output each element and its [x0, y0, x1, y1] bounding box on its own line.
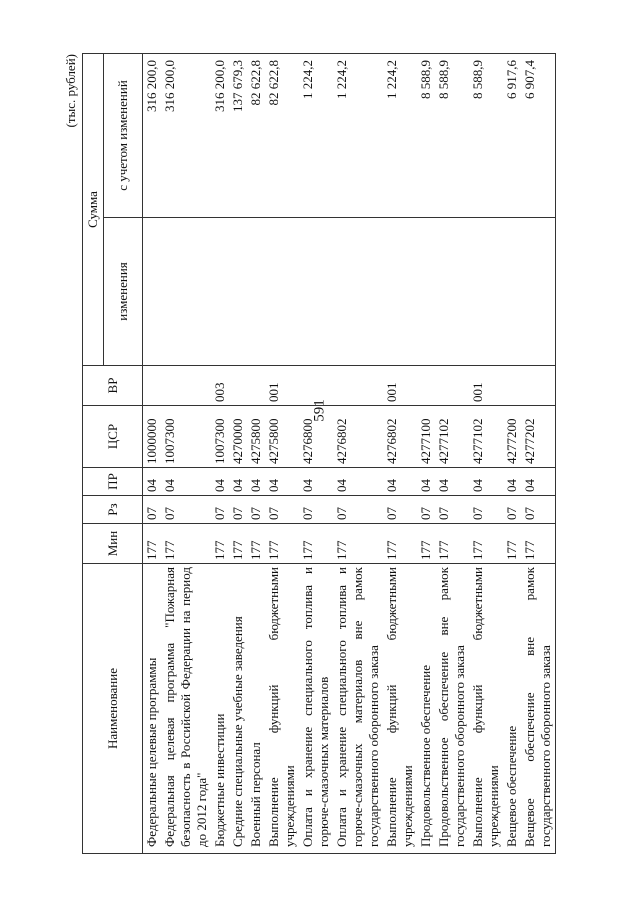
- row-min: 177: [503, 524, 521, 564]
- row-csr: 4277202: [521, 406, 556, 468]
- row-name: Федеральные целевые программы: [143, 564, 162, 854]
- row-name: Оплата и хранение специального топлива и горюче-смазочных материалов вне рамок государственного оборонного заказа: [333, 564, 383, 854]
- table-row: [383, 54, 417, 854]
- row-csr: 4277200: [503, 406, 521, 468]
- row-min: 177: [333, 524, 383, 564]
- row-pr: 04: [211, 468, 229, 496]
- row-pr: 04: [503, 468, 521, 496]
- row-min: 177: [161, 524, 211, 564]
- row-rz: 07: [383, 496, 417, 524]
- row-pr: 04: [299, 468, 333, 496]
- row-total: 82 622,8: [265, 54, 299, 218]
- row-vr: 001: [265, 366, 299, 406]
- table-body: [143, 54, 556, 854]
- row-vr: [229, 366, 247, 406]
- row-pr: 04: [265, 468, 299, 496]
- row-vr: 001: [383, 366, 417, 406]
- table-row: [299, 54, 333, 854]
- header-changes: изменения: [104, 218, 143, 366]
- row-changes: [435, 218, 469, 366]
- row-csr: 4276802: [383, 406, 417, 468]
- row-pr: 04: [143, 468, 162, 496]
- row-total: 1 224,2: [383, 54, 417, 218]
- row-total: 137 679,3: [229, 54, 247, 218]
- table-row: [435, 54, 469, 854]
- row-pr: 04: [469, 468, 503, 496]
- row-changes: [333, 218, 383, 366]
- row-csr: 1007300: [211, 406, 229, 468]
- row-rz: 07: [503, 496, 521, 524]
- header-min: Мин: [83, 524, 143, 564]
- row-name: Выполнение функций бюджетными учреждениями: [469, 564, 503, 854]
- row-pr: 04: [383, 468, 417, 496]
- row-name: Вещевое обеспечение: [503, 564, 521, 854]
- row-pr: 04: [435, 468, 469, 496]
- table-row: [333, 54, 383, 854]
- row-rz: 07: [417, 496, 435, 524]
- row-rz: 07: [229, 496, 247, 524]
- row-csr: 4276800: [299, 406, 333, 468]
- row-min: 177: [299, 524, 333, 564]
- row-rz: 07: [161, 496, 211, 524]
- table-row: [211, 54, 229, 854]
- row-min: 177: [383, 524, 417, 564]
- row-total: 82 622,8: [247, 54, 265, 218]
- table-row: [143, 54, 162, 854]
- row-rz: 07: [211, 496, 229, 524]
- row-vr: [417, 366, 435, 406]
- header-csr: ЦСР: [83, 406, 143, 468]
- row-rz: 07: [143, 496, 162, 524]
- row-min: 177: [211, 524, 229, 564]
- header-pr: ПР: [83, 468, 143, 496]
- row-name: Бюджетные инвестиции: [211, 564, 229, 854]
- row-vr: 001: [469, 366, 503, 406]
- row-changes: [417, 218, 435, 366]
- row-vr: [299, 366, 333, 406]
- row-pr: 04: [521, 468, 556, 496]
- row-pr: 04: [229, 468, 247, 496]
- page-number: 591: [311, 399, 328, 422]
- header-rz: Рз: [83, 496, 143, 524]
- row-changes: [143, 218, 162, 366]
- budget-table: [82, 53, 556, 854]
- row-csr: 4275800: [265, 406, 299, 468]
- row-min: 177: [265, 524, 299, 564]
- row-changes: [503, 218, 521, 366]
- table-row: [265, 54, 299, 854]
- row-rz: 07: [435, 496, 469, 524]
- row-min: 177: [435, 524, 469, 564]
- row-rz: 07: [299, 496, 333, 524]
- row-min: 177: [469, 524, 503, 564]
- row-csr: 4277100: [417, 406, 435, 468]
- row-total: 6 917,6: [503, 54, 521, 218]
- row-total: 316 200,0: [143, 54, 162, 218]
- row-changes: [247, 218, 265, 366]
- row-changes: [469, 218, 503, 366]
- row-total: 316 200,0: [161, 54, 211, 218]
- table-row: [161, 54, 211, 854]
- row-rz: 07: [469, 496, 503, 524]
- row-changes: [521, 218, 556, 366]
- row-vr: [247, 366, 265, 406]
- row-changes: [211, 218, 229, 366]
- table-row: [247, 54, 265, 854]
- row-vr: [503, 366, 521, 406]
- row-rz: 07: [333, 496, 383, 524]
- row-changes: [299, 218, 333, 366]
- table-row: [229, 54, 247, 854]
- row-vr: [143, 366, 162, 406]
- row-pr: 04: [161, 468, 211, 496]
- row-csr: 4275800: [247, 406, 265, 468]
- row-name: Выполнение функций бюджетными учреждениями: [383, 564, 417, 854]
- table-header: [83, 54, 143, 854]
- row-name: Продовольственное обеспечение вне рамок государственного оборонного заказа: [435, 564, 469, 854]
- row-vr: [521, 366, 556, 406]
- document-page: [62, 54, 582, 854]
- row-total: 6 907,4: [521, 54, 556, 218]
- row-pr: 04: [333, 468, 383, 496]
- row-name: Продовольственное обеспечение: [417, 564, 435, 854]
- row-pr: 04: [417, 468, 435, 496]
- row-rz: 07: [247, 496, 265, 524]
- table-row: [417, 54, 435, 854]
- row-min: 177: [417, 524, 435, 564]
- table-row: [469, 54, 503, 854]
- row-changes: [161, 218, 211, 366]
- row-csr: 1007300: [161, 406, 211, 468]
- header-name: Наименование: [83, 564, 143, 854]
- table-row: [503, 54, 521, 854]
- header-total: с учетом изменений: [104, 54, 143, 218]
- header-sum: Сумма: [83, 54, 104, 366]
- row-name: Оплата и хранение специального топлива и горюче-смазочных материалов: [299, 564, 333, 854]
- row-min: 177: [229, 524, 247, 564]
- row-changes: [383, 218, 417, 366]
- row-vr: [161, 366, 211, 406]
- row-total: 1 224,2: [299, 54, 333, 218]
- row-csr: 4277102: [435, 406, 469, 468]
- row-csr: 4270000: [229, 406, 247, 468]
- row-min: 177: [143, 524, 162, 564]
- row-name: Вещевое обеспечение вне рамок государственного оборонного заказа: [521, 564, 556, 854]
- row-rz: 07: [265, 496, 299, 524]
- row-total: 1 224,2: [333, 54, 383, 218]
- row-name: Средние специальные учебные заведения: [229, 564, 247, 854]
- row-vr: [435, 366, 469, 406]
- row-name: Выполнение функций бюджетными учреждениями: [265, 564, 299, 854]
- header-vr: ВР: [83, 366, 143, 406]
- row-vr: [333, 366, 383, 406]
- row-total: 8 588,9: [435, 54, 469, 218]
- row-vr: 003: [211, 366, 229, 406]
- row-changes: [265, 218, 299, 366]
- row-name: Военный персонал: [247, 564, 265, 854]
- units-label: (тыс. рублей): [63, 54, 78, 128]
- row-changes: [229, 218, 247, 366]
- row-csr: 1000000: [143, 406, 162, 468]
- row-min: 177: [521, 524, 556, 564]
- row-name: Федеральная целевая программа "Пожарная безопасность в Российской Федерации на период до 2012 года": [161, 564, 211, 854]
- row-min: 177: [247, 524, 265, 564]
- row-total: 8 588,9: [417, 54, 435, 218]
- row-total: 316 200,0: [211, 54, 229, 218]
- row-total: 8 588,9: [469, 54, 503, 218]
- row-csr: 4277102: [469, 406, 503, 468]
- row-csr: 4276802: [333, 406, 383, 468]
- table-row: [521, 54, 556, 854]
- row-pr: 04: [247, 468, 265, 496]
- row-rz: 07: [521, 496, 556, 524]
